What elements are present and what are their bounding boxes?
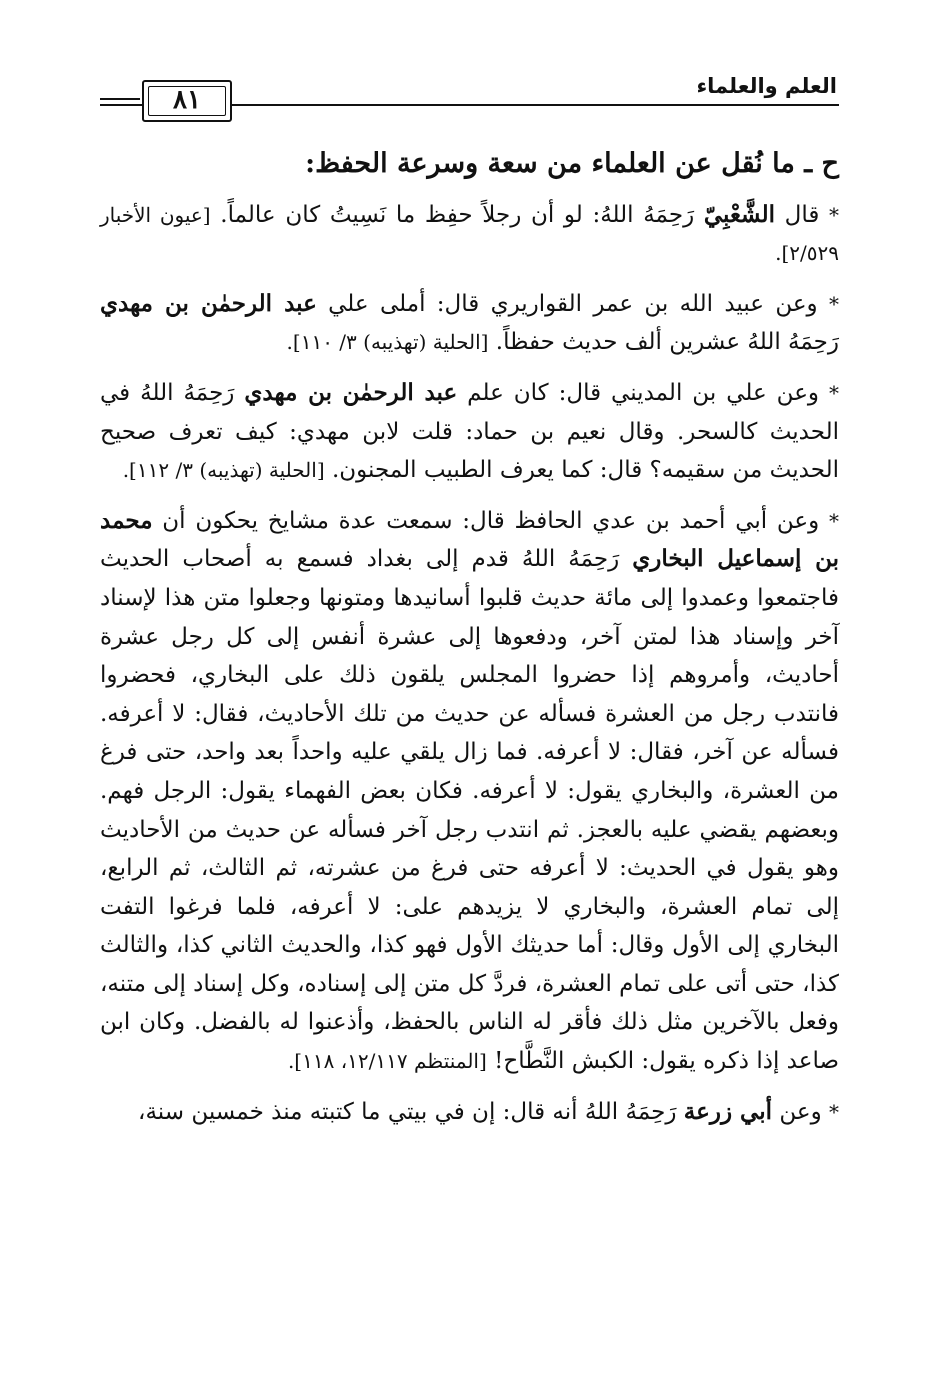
paragraph-text: رَحِمَهُ اللهُ أنه قال: إن في بيتي ما كتبته منذ خمسين سنة، bbox=[138, 1098, 684, 1125]
scholar-name: عبد الرحمٰن بن مهدي bbox=[244, 378, 458, 406]
citation: [عيون الأخبار ٢/٥٢٩]. bbox=[100, 202, 839, 266]
citation: [الحلية (تهذيبه) ٣/ ١١٠]. bbox=[286, 330, 489, 355]
paragraph-qawariri bbox=[100, 285, 839, 362]
paragraph-text: وعن bbox=[772, 1098, 822, 1125]
bullet-star: * bbox=[829, 1099, 839, 1124]
paragraph-abu-zura bbox=[100, 1093, 839, 1132]
section-heading: ح ـ ما نُقل عن العلماء من سعة وسرعة الحفظ: bbox=[305, 148, 839, 179]
paragraph-text: رَحِمَهُ اللهُ في الحديث كالسحر. وقال نعيم بن حماد: قلت لابن مهدي: كيف تعرف صحيح الحديث من سقيمه؟ قال: كما يعرف الطبيب المجنون. bbox=[100, 379, 839, 484]
page-number-ornament bbox=[100, 98, 140, 110]
bullet-star: * bbox=[829, 202, 840, 227]
paragraph-text: رَحِمَهُ اللهُ قدم إلى بغداد فسمع به أصحاب الحديث فاجتمعوا وعمدوا إلى مائة حديث قلبوا أسانيدها ومتونها وجعلوا متن هذا لإسناد آخر وإسناد هذا لمتن آخر، ودفعوها إلى عشرة أنفس إلى كل رجل عشرة أحاديث، وأمروهم إذا حضروا المجلس يلقون ذلك على البخاري، فحضروا فانتدب رجل من العشرة فسأله عن حديث من تلك الأحاديث، فقال: لا أعرفه. فسأله عن آخر، فقال: لا أعرفه. فما زال يلقي عليه واحداً بعد واحد، حتى فرغ من العشرة، والبخاري يقول: لا أعرفه. فكان بعض الفهماء يقول: الرجل فهم. وبعضهم يقضي عليه بالعجز. ثم انتدب رجل آخر فسأله عن حديث من الأحاديث وهو يقول في الحديث: لا أعرفه حتى فرغ من عشرته، ثم الثالث، ثم الرابع، إلى تمام العشرة، والبخاري لا يزيدهم على: لا أعرفه، فلما فرغوا التفت البخاري إلى الأول وقال: أما حديثك الأول فهو كذا، والحديث الثاني كذا، والثالث كذا، حتى أتى على تمام العشرة، فردَّ كل متن إلى إسناده، وكل إسناد إلى متنه، وفعل بالآخرين مثل ذلك فأقر له الناس بالحفظ، وأذعنوا له بالفضل. وكان ابن صاعد إذا ذكره يقول: الكبش النَّطَّاح! bbox=[100, 546, 839, 1075]
paragraph-text: وعن علي بن المديني قال: كان علم bbox=[457, 379, 820, 406]
bullet-star: * bbox=[829, 380, 840, 405]
page-number-frame bbox=[142, 80, 232, 122]
scholar-name: الشَّعْبِيّ bbox=[703, 200, 775, 228]
scholar-name: محمد بن إسماعيل البخاري bbox=[100, 506, 840, 573]
bullet-star: * bbox=[829, 291, 839, 316]
page-body bbox=[100, 145, 839, 1131]
citation: [المنتظم ١٢/١١٧، ١١٨]. bbox=[287, 1049, 487, 1074]
paragraph-shabi bbox=[100, 196, 839, 273]
paragraph-text: وعن عبيد الله بن عمر القواريري قال: أملى علي bbox=[316, 290, 818, 317]
scholar-name: عبد الرحمٰن بن مهدي bbox=[100, 289, 317, 317]
scholar-name: أبي زرعة bbox=[683, 1097, 773, 1125]
page-number: ٨١ bbox=[173, 85, 201, 115]
paragraph-text: رَحِمَهُ اللهُ عشرين ألف حديث حفظاً. bbox=[495, 329, 839, 356]
paragraph-madini bbox=[100, 374, 839, 490]
paragraph-bukhari bbox=[100, 502, 839, 1081]
running-title: العلم والعلماء bbox=[696, 74, 837, 98]
bullet-star: * bbox=[829, 508, 839, 533]
citation: [الحلية (تهذيبه) ٣/ ١١٢]. bbox=[122, 458, 325, 483]
paragraph-text: رَحِمَهُ اللهُ: لو أن رجلاً حفِظ ما نَسِيتُ كان عالماً. bbox=[220, 201, 704, 228]
paragraph-text: قال bbox=[774, 201, 820, 228]
paragraph-text: وعن أبي أحمد بن عدي الحافظ قال: سمعت عدة مشايخ يحكون أن bbox=[152, 507, 820, 534]
